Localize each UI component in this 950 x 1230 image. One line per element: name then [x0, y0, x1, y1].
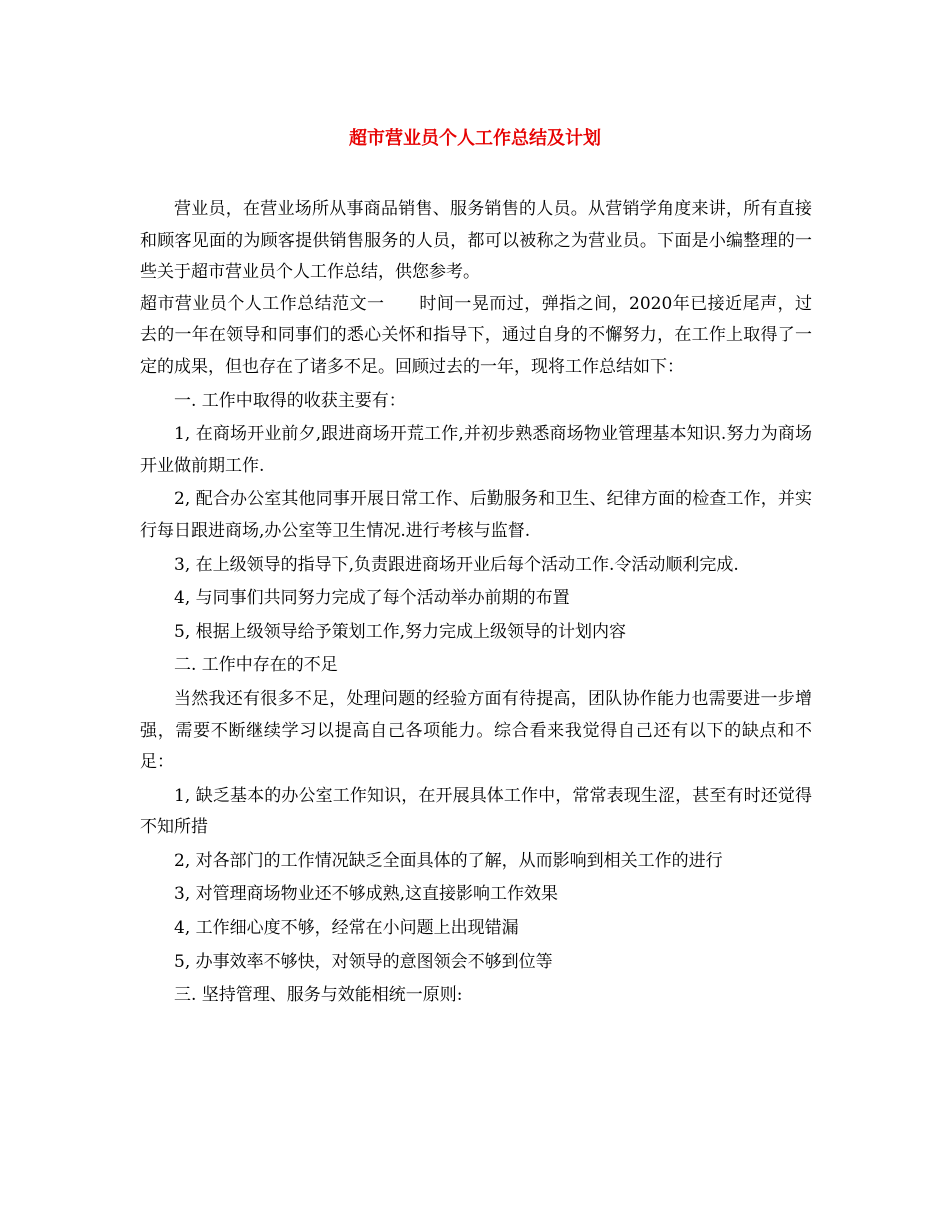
heading-principles: 三. 坚持管理、服务与效能相统一原则:	[174, 985, 463, 1006]
paragraph-intro: 营业员，在营业场所从事商品销售、服务销售的人员。从营销学角度来讲，所有直接和顾客见面的为顾客提供销售服务的人员，都可以被称之为营业员。下面是小编整理的一些关于超市营业员个人工作总结，供您参考。	[140, 199, 812, 283]
list-item: 3, 在上级领导的指导下,负责跟进商场开业后每个活动工作.令活动顺利完成.	[174, 554, 739, 575]
heading-gains: 一. 工作中取得的收获主要有：	[174, 390, 406, 411]
list-item: 2, 配合办公室其他同事开展日常工作、后勤服务和卫生、纪律方面的检查工作，并实行每日跟进商场,办公室等卫生情况.进行考核与监督.	[140, 489, 812, 541]
list-item: 4, 与同事们共同努力完成了每个活动举办前期的布置	[174, 588, 570, 609]
list-item: 1, 在商场开业前夕,跟进商场开荒工作,并初步熟悉商场物业管理基本知识.努力为商场开业做前期工作.	[140, 424, 812, 476]
heading-shortcomings: 二. 工作中存在的不足	[174, 655, 338, 676]
list-item: 1, 缺乏基本的办公室工作知识，在开展具体工作中，常常表现生涩，甚至有时还觉得不知所措	[140, 785, 812, 838]
list-item: 5, 办事效率不够快，对领导的意图领会不够到位等	[174, 951, 553, 972]
paragraph-shortcomings: 当然我还有很多不足，处理问题的经验方面有待提高，团队协作能力也需要进一步增强，需要不断继续学习以提高自己各项能力。综合看来我觉得自己还有以下的缺点和不足：	[140, 688, 812, 773]
list-item: 2, 对各部门的工作情况缺乏全面具体的了解，从而影响到相关工作的进行	[174, 850, 723, 871]
list-item: 4, 工作细心度不够，经常在小问题上出现错漏	[174, 918, 519, 939]
list-item: 5, 根据上级领导给予策划工作,努力完成上级领导的计划内容	[174, 621, 627, 642]
list-item: 3, 对管理商场物业还不够成熟,这直接影响工作效果	[174, 884, 559, 905]
document-body	[140, 194, 812, 1012]
paragraph-summary-opening: 超市营业员个人工作总结范文一 时间一晃而过，弹指之间，2020年已接近尾声，过去的一年在领导和同事们的悉心关怀和指导下，通过自身的不懈努力，在工作上取得了一定的成果，但也存在了诸多不足。回顾过去的一年，现将工作总结如下：	[140, 293, 812, 377]
document-title: 超市营业员个人工作总结及计划	[349, 128, 601, 149]
